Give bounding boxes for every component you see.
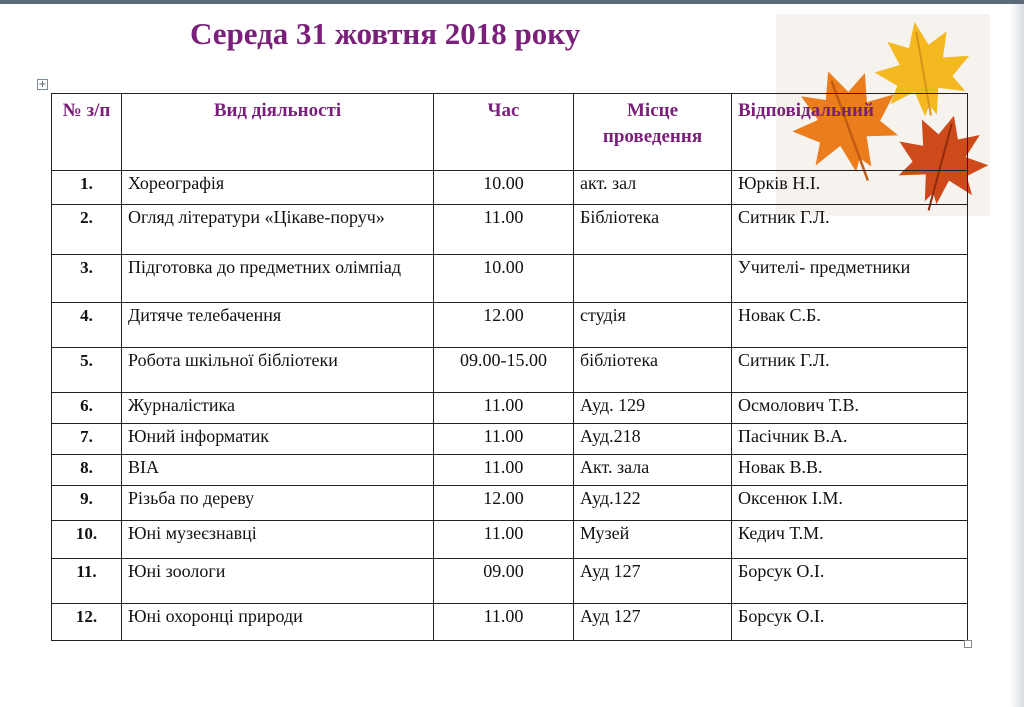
cell-responsible: Оксенюк І.М. [732,486,968,521]
table-row [52,348,968,393]
cell-activity: Юні зоологи [122,559,434,604]
cell-num: 10. [52,521,122,559]
cell-time: 09.00-15.00 [434,348,574,393]
cell-responsible: Ситник Г.Л. [732,348,968,393]
table-row [52,604,968,641]
cell-place [574,255,732,303]
cell-place: Ауд.218 [574,424,732,455]
cell-responsible: Юрків Н.І. [732,171,968,205]
cell-place: Ауд 127 [574,604,732,641]
cell-num: 1. [52,171,122,205]
cell-num: 5. [52,348,122,393]
cell-num: 3. [52,255,122,303]
cell-activity: Юні музеєзнавці [122,521,434,559]
cell-time: 09.00 [434,559,574,604]
table-row [52,559,968,604]
cell-activity: Різьба по дереву [122,486,434,521]
cell-responsible: Борсук О.І. [732,604,968,641]
cell-place: Бібліотека [574,205,732,255]
table-row [52,255,968,303]
table-move-handle-icon[interactable]: + [38,79,47,90]
cell-num: 12. [52,604,122,641]
cell-num: 11. [52,559,122,604]
cell-time: 12.00 [434,486,574,521]
cell-time: 11.00 [434,521,574,559]
cell-place: Ауд. 129 [574,393,732,424]
cell-activity: Юний інформатик [122,424,434,455]
table-resize-handle[interactable] [964,640,972,648]
cell-responsible: Новак В.В. [732,455,968,486]
cell-responsible: Борсук О.І. [732,559,968,604]
cell-place: бібліотека [574,348,732,393]
cell-time: 11.00 [434,424,574,455]
cell-activity: Юні охоронці природи [122,604,434,641]
schedule-table [51,93,968,641]
header-activity: Вид діяльності [122,94,434,171]
header-place: Місце проведення [574,94,732,171]
cell-num: 2. [52,205,122,255]
cell-activity: ВІА [122,455,434,486]
header-time: Час [434,94,574,171]
cell-responsible: Пасічник В.А. [732,424,968,455]
cell-num: 8. [52,455,122,486]
cell-activity: Робота шкільної бібліотеки [122,348,434,393]
cell-place: Акт. зала [574,455,732,486]
header-responsible: Відповідальний [732,94,968,171]
cell-responsible: Учителі- предметники [732,255,968,303]
cell-place: Ауд.122 [574,486,732,521]
cell-num: 6. [52,393,122,424]
table-row [52,393,968,424]
cell-activity: Підготовка до предметних олімпіад [122,255,434,303]
cell-place: Ауд 127 [574,559,732,604]
cell-place: Музей [574,521,732,559]
table-row [52,205,968,255]
cell-place: студія [574,303,732,348]
table-row [52,171,968,205]
cell-num: 9. [52,486,122,521]
cell-activity: Огляд літератури «Цікаве-поруч» [122,205,434,255]
cell-activity: Журналістика [122,393,434,424]
page-title: Середа 31 жовтня 2018 року [190,16,581,51]
cell-time: 12.00 [434,303,574,348]
cell-place: акт. зал [574,171,732,205]
table-row [52,486,968,521]
cell-time: 11.00 [434,393,574,424]
table-header-row [52,94,968,171]
page-edge-shadow [1010,4,1024,707]
table-row [52,455,968,486]
cell-responsible: Ситник Г.Л. [732,205,968,255]
cell-time: 11.00 [434,455,574,486]
cell-time: 10.00 [434,171,574,205]
cell-responsible: Осмолович Т.В. [732,393,968,424]
table-row [52,521,968,559]
window-top-border [0,0,1024,4]
cell-responsible: Кедич Т.М. [732,521,968,559]
cell-activity: Хореографія [122,171,434,205]
table-row [52,303,968,348]
cell-num: 7. [52,424,122,455]
cell-responsible: Новак С.Б. [732,303,968,348]
cell-time: 11.00 [434,205,574,255]
header-num: № з/п [52,94,122,171]
cell-activity: Дитяче телебачення [122,303,434,348]
cell-num: 4. [52,303,122,348]
cell-time: 10.00 [434,255,574,303]
cell-time: 11.00 [434,604,574,641]
table-row [52,424,968,455]
